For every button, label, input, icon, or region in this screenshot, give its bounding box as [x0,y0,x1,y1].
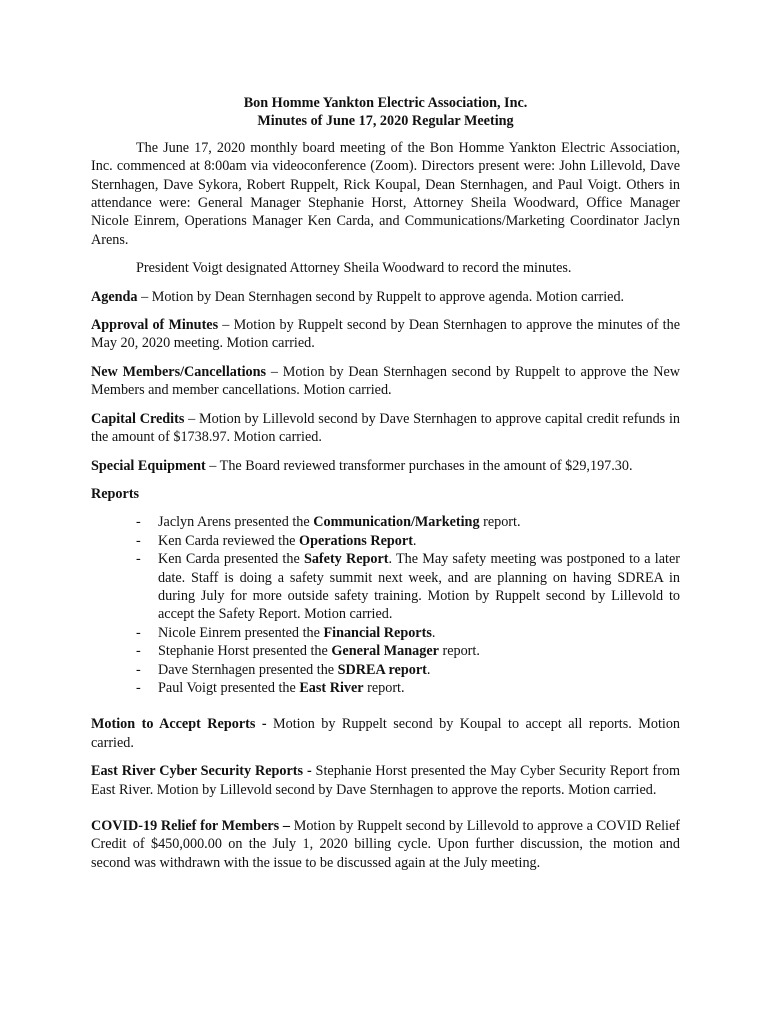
dash-bullet: - [136,643,141,660]
equipment-text: – The Board reviewed transformer purchases in the amount of $29,197.30. [205,457,633,474]
dash-bullet: - [136,532,141,549]
cyber-security-text: Stephanie Horst presented the May Cyber Security Report from East River. Motion by Lillevold second by Dave Sternhagen to approve the reports. Motion carried. [91,763,680,798]
covid-relief-text: Motion by Ruppelt second by Lillevold to approve a COVID Relief Credit of $450,000.00 on the July 1, 2020 billing cycle. Upon further discussion, the motion and second was withdrawn with the issue to be discussed again at the July meeting. [91,818,680,871]
capital-heading: Capital Credits [91,410,185,427]
report-text: report. [438,643,480,660]
report-text: . [426,661,431,678]
reports-heading: Reports [91,485,140,502]
list-item [136,550,680,624]
report-text: report. [363,679,405,696]
equipment-paragraph [91,457,680,475]
list-item [136,513,680,531]
report-text: Jaclyn Arens presented the [158,514,314,531]
report-text: . The May safety meeting was postponed to a later date. Staff is doing a safety summit next week, and are planning on having SDREA in during July for more outside safety training. Motion by Ruppelt second by Lillevold to accept the Safety Report. Motion carried. [158,551,680,623]
report-text: Ken Carda presented the [158,551,304,568]
report-text: Stephanie Horst presented the [158,643,332,660]
approval-heading: Approval of Minutes [91,317,219,334]
agenda-text: – Motion by Dean Sternhagen second by Ruppelt to approve agenda. Motion carried. [137,288,625,305]
report-text: Dave Sternhagen presented the [158,661,338,678]
report-name: SDREA report [337,661,427,678]
report-text: . [431,624,436,641]
approval-text: – Motion by Ruppelt second by Dean Sternhagen to approve the minutes of the May 20, 2020 meeting. Motion carried. [91,317,681,352]
reports-list [91,513,680,697]
equipment-heading: Special Equipment [91,457,206,474]
report-text: Paul Voigt presented the [158,679,300,696]
capital-text: – Motion by Lillevold second by Dave Sternhagen to approve capital credit refunds in the amount of $1738.97. Motion carried. [91,410,680,446]
cyber-security-heading: East River Cyber Security Reports - [91,763,312,780]
dash-bullet: - [136,624,141,641]
dash-bullet: - [136,514,141,531]
approval-paragraph [91,316,680,353]
agenda-heading: Agenda [91,288,138,305]
cyber-security-paragraph [91,762,680,799]
list-item [136,642,680,660]
members-paragraph [91,363,680,400]
report-text: . [412,532,417,549]
report-name: General Manager [331,643,439,660]
accept-reports-heading: Motion to Accept Reports - [91,716,267,733]
list-item [136,679,680,697]
report-text: Ken Carda reviewed the [158,532,300,549]
dash-bullet: - [136,551,141,568]
recorder-paragraph: President Voigt designated Attorney Sheila Woodward to record the minutes. [136,260,572,277]
covid-relief-paragraph [91,817,680,872]
report-name: Communication/Marketing [313,514,480,531]
report-name: Safety Report [303,551,389,568]
report-text: report. [479,514,521,531]
list-item [136,532,680,550]
intro-paragraph: The June 17, 2020 monthly board meeting of the Bon Homme Yankton Electric Association, Inc. commenced at 8:00am via videoconference (Zoom). Directors present were: John Lillevold, Dave Sternhagen, Dave Sykora, Robert Ruppelt, Rick Koupal, Dean Sternhagen, and Paul Voigt. Others in attendance were: General Manager Stephanie Horst, Attorney Sheila Woodward, Office Manager Nicole Einrem, Operations Manager Ken Carda, and Communications/Marketing Coordinator Jaclyn Arens. [91,139,680,248]
report-name: Operations Report [299,532,413,549]
agenda-paragraph [91,288,680,306]
meeting-title: Minutes of June 17, 2020 Regular Meeting [257,113,514,130]
report-name: East River [299,679,364,696]
org-title: Bon Homme Yankton Electric Association, Inc. [243,95,528,111]
list-item [136,624,680,642]
capital-paragraph [91,410,680,447]
dash-bullet: - [136,661,141,678]
members-text: – Motion by Dean Sternhagen second by Ruppelt to approve the New Members and member cancellations. Motion carried. [91,363,680,399]
members-heading: New Members/Cancellations [91,363,267,380]
document-page [91,94,680,872]
accept-reports-paragraph [91,715,680,752]
list-item [136,661,680,679]
report-text: Nicole Einrem presented the [158,624,324,641]
report-name: Financial Reports [323,624,432,641]
covid-relief-heading: COVID-19 Relief for Members – [91,818,290,834]
accept-reports-text: Motion by Ruppelt second by Koupal to accept all reports. Motion carried. [91,716,681,751]
dash-bullet: - [136,679,141,696]
